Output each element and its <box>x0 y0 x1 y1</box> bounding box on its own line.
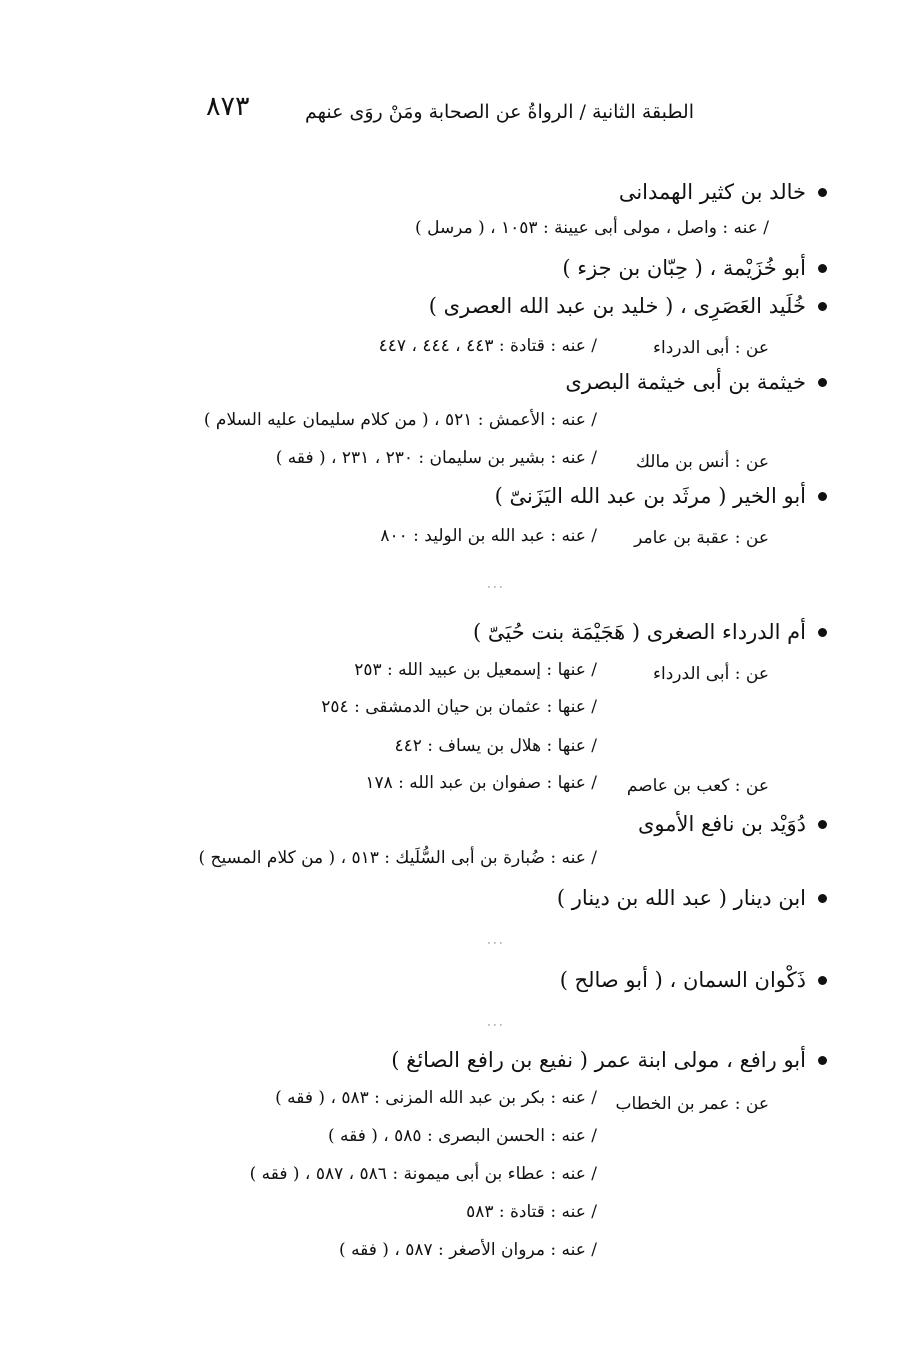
transmission-line: / عنه : عبد الله بن الوليد : ٨٠٠ <box>380 526 597 546</box>
narrator-name: أبو خُزَيْمة ، ( حِبّان بن جزء ) <box>562 256 806 280</box>
section-separator: ٠٠٠ <box>486 1018 504 1031</box>
bullet-icon <box>818 894 827 903</box>
source-label: عن : أبى الدرداء <box>653 664 769 684</box>
bullet-icon <box>818 628 827 637</box>
transmission-line: / عنها : صفوان بن عبد الله : ١٧٨ <box>365 773 597 793</box>
narrator-entry <box>638 812 827 836</box>
transmission-line: / عنه : ضُبارة بن أبى السُّلَيك : ٥١٣ ، ( من كلام المسيح ) <box>198 848 597 868</box>
section-separator: ٠٠٠ <box>486 936 504 949</box>
bullet-icon <box>818 302 827 311</box>
narrator-entry <box>565 370 827 394</box>
bullet-icon <box>818 492 827 501</box>
bullet-icon <box>818 188 827 197</box>
narrator-name: خيثمة بن أبى خيثمة البصرى <box>565 370 806 394</box>
narrator-name: ذَكْوان السمان ، ( أبو صالح ) <box>559 968 806 992</box>
bullet-icon <box>818 1056 827 1065</box>
transmission-line: / عنه : بكر بن عبد الله المزنى : ٥٨٣ ، ( فقه ) <box>275 1088 597 1108</box>
transmission-line: / عنها : هلال بن يساف : ٤٤٢ <box>394 736 597 756</box>
bullet-icon <box>818 264 827 273</box>
transmission-line: / عنه : مروان الأصغر : ٥٨٧ ، ( فقه ) <box>339 1240 597 1260</box>
section-separator: ٠٠٠ <box>486 580 504 593</box>
source-label: عن : كعب بن عاصم <box>626 776 769 796</box>
narrator-name: خالد بن كثير الهمدانى <box>618 180 806 204</box>
transmission-line: / عنه : قتادة : ٤٤٣ ، ٤٤٤ ، ٤٤٧ <box>378 336 597 356</box>
narrator-name: أم الدرداء الصغرى ( هَجَيْمَة بنت حُيَىّ ) <box>473 620 806 644</box>
bullet-icon <box>818 378 827 387</box>
narrator-entry <box>560 968 827 992</box>
bullet-icon <box>818 820 827 829</box>
transmission-line: / عنه : الأعمش : ٥٢١ ، ( من كلام سليمان عليه السلام ) <box>203 410 597 430</box>
source-label: عن : أنس بن مالك <box>635 452 769 472</box>
running-header: الطبقة الثانية / الرواةُ عن الصحابة ومَنْ روَى عنهم <box>304 101 694 123</box>
narrator-entry <box>557 886 827 910</box>
narrator-name: دُوَيْد بن نافع الأموى <box>637 812 806 836</box>
narrator-name: أبو الخير ( مرثَد بن عبد الله اليَزَنىّ ) <box>494 484 806 508</box>
narrator-entry <box>562 256 827 280</box>
transmission-line: / عنها : إسمعيل بن عبيد الله : ٢٥٣ <box>354 660 597 680</box>
source-label: عن : عمر بن الخطاب <box>615 1094 769 1114</box>
transmission-line: / عنه : عطاء بن أبى ميمونة : ٥٨٦ ، ٥٨٧ ، ( فقه ) <box>249 1164 597 1184</box>
bullet-icon <box>818 976 827 985</box>
narrator-name: خُلَيد العَصَرِى ، ( خليد بن عبد الله العصرى ) <box>428 294 806 318</box>
transmission-line: / عنها : عثمان بن حيان الدمشقى : ٢٥٤ <box>321 697 597 717</box>
narrator-entry <box>391 1048 827 1072</box>
transmission-line: / عنه : الحسن البصرى : ٥٨٥ ، ( فقه ) <box>327 1126 597 1146</box>
narrator-entry <box>473 620 827 644</box>
source-label: عن : أبى الدرداء <box>653 338 769 358</box>
transmission-line: / عنه : واصل ، مولى أبى عيينة : ١٠٥٣ ، ( مرسل ) <box>415 218 769 238</box>
narrator-entry <box>429 294 827 318</box>
source-label: عن : عقبة بن عامر <box>634 528 769 548</box>
narrator-name: أبو رافع ، مولى ابنة عمر ( نفيع بن رافع الصائغ ) <box>391 1048 806 1072</box>
narrator-name: ابن دينار ( عبد الله بن دينار ) <box>556 886 806 910</box>
narrator-entry <box>495 484 827 508</box>
narrator-entry <box>619 180 827 204</box>
transmission-line: / عنه : قتادة : ٥٨٣ <box>466 1202 597 1222</box>
page-number: ٨٧٣ <box>206 91 250 122</box>
transmission-line: / عنه : بشير بن سليمان : ٢٣٠ ، ٢٣١ ، ( فقه ) <box>275 448 597 468</box>
